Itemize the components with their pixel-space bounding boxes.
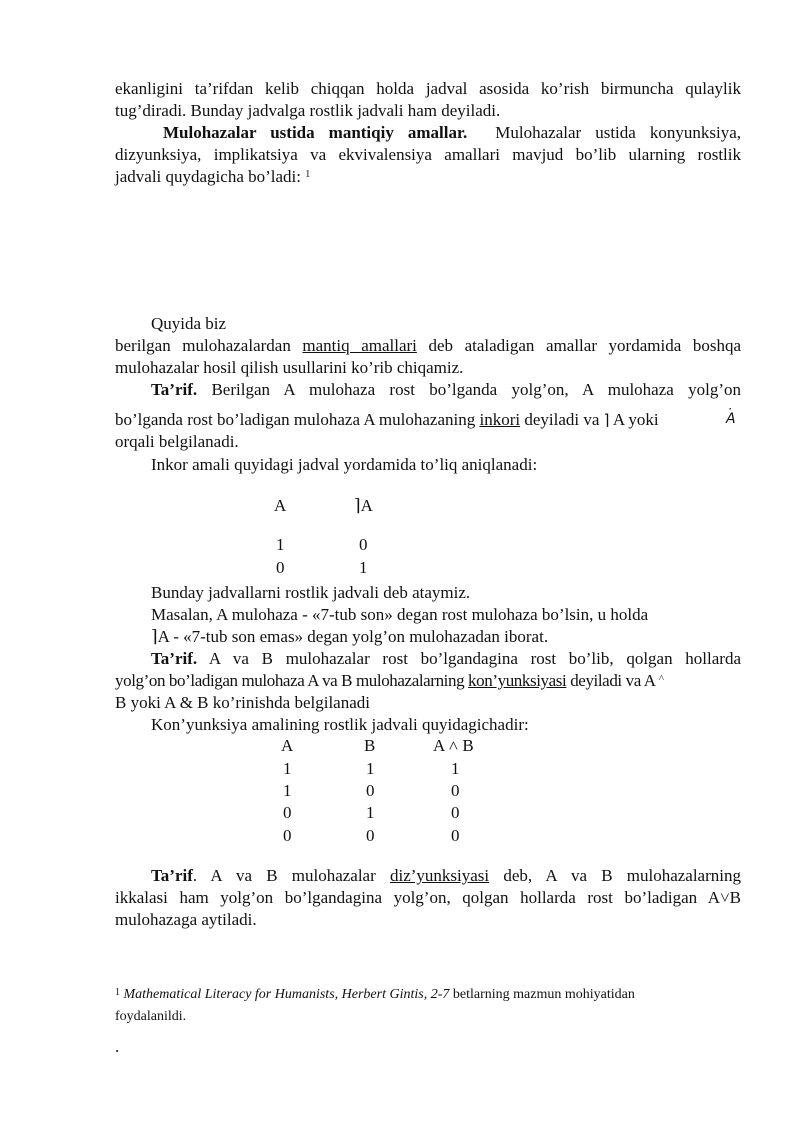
def2-line3: B yoki A & B ko’rinishda belgilanadi (115, 693, 370, 712)
para2-line1 (163, 122, 741, 144)
def3-text-b: deb, A va B mulohazalarning (489, 866, 741, 885)
para2-line3-text: jadvali quydagicha bo’ladi: (115, 167, 301, 186)
inkor-intro: Inkor amali quyidagi jadval yordamida to’liq aniqlanadi: (151, 455, 538, 474)
con-cell: 0 (366, 826, 375, 845)
para3-line2 (115, 335, 741, 357)
after-neg-line3: ⌉A - «7-tub son emas» degan yolg’on mulohazadan iborat. (151, 627, 549, 646)
def3-line2: ikkalasi ham yolg’on bo’lgandagina yolg’on, qolgan hollarda rost bo’ladigan A˅B (115, 888, 741, 907)
con-cell: 0 (451, 781, 460, 800)
con-cell: 0 (366, 781, 375, 800)
con-cell: 0 (283, 826, 292, 845)
link-konyunksiyasi[interactable]: kon’yunksiyasi (468, 671, 567, 690)
neg-cell: 0 (359, 535, 368, 554)
negation-symbol: ⌉ (603, 411, 610, 429)
con-header-ab: A ˄ B (433, 736, 474, 755)
def2-line2 (115, 670, 664, 692)
def2-line1 (151, 648, 741, 670)
bottom-dot: . (115, 1037, 120, 1056)
def2-label: Ta’rif. (151, 649, 198, 668)
def3-text-a: . A va B mulohazalar (192, 866, 390, 885)
para1-line1: ekanligini ta’rifdan kelib chiqqan holda jadval asosida ko’rish birmuncha qulaylik (115, 79, 741, 98)
def1-text-c: A yoki (612, 410, 659, 429)
def1-text-a: bo’lganda rost bo’ladigan mulohaza A mulohazaning (115, 410, 480, 429)
def2-text-b: deyiladi va A (566, 671, 655, 690)
a-bar-letter: · A (726, 408, 736, 430)
neg-header-a: A (274, 496, 287, 515)
para3-text-b: deb ataladigan amallar yordamida boshqa (416, 336, 741, 355)
def3-line1 (151, 865, 741, 887)
def3-line3: mulohazaga aytiladi. (115, 910, 257, 929)
footnote-source: Mathematical Literacy for Humanists, Herbert Gintis, 2-7 (123, 987, 450, 1002)
footnote-line1 (115, 984, 635, 1006)
section-heading: Mulohazalar ustida mantiqiy amallar. (163, 123, 468, 142)
para3-text-a: berilgan mulohazalardan (115, 336, 303, 355)
def2-line4: Kon’yunksiya amalining rostlik jadvali quyidagichadir: (151, 715, 529, 734)
def1-label: Ta’rif. (151, 380, 198, 399)
and-symbol: ˄ (658, 673, 664, 684)
footnote-rest: betlarning mazmun mohiyatidan (449, 987, 635, 1002)
neg-cell: 1 (276, 535, 285, 554)
neg-cell: 1 (359, 558, 368, 577)
con-header-b: B (364, 736, 376, 755)
after-neg-line2: Masalan, A mulohaza - «7-tub son» degan rost mulohaza bo’lsin, u holda (151, 605, 649, 624)
link-inkori[interactable]: inkori (479, 410, 521, 429)
a-bar-symbol (726, 407, 736, 430)
neg-cell: 0 (276, 558, 285, 577)
con-cell: 1 (366, 803, 375, 822)
con-cell: 1 (366, 759, 375, 778)
con-cell: 0 (283, 803, 292, 822)
con-cell: 1 (283, 759, 292, 778)
footnote-ref: 1 (305, 169, 311, 180)
para1-line2: tug’diradi. Bunday jadvalga rostlik jadvali ham deyiladi. (115, 101, 501, 120)
para2-line1-rest: Mulohazalar ustida konyunksiya, (495, 123, 741, 142)
footnote-mark: 1 (115, 987, 120, 998)
con-cell: 0 (451, 803, 460, 822)
def1-line3: orqali belgilanadi. (115, 432, 239, 451)
def1-text-b: deyiladi va (520, 410, 604, 429)
def1-line1 (151, 379, 741, 401)
def2-text-a: yolg’on bo’ladigan mulohaza A va B mulohazalarning (115, 671, 469, 690)
para2-line3 (115, 166, 310, 188)
def1-line1-rest: Berilgan A mulohaza rost bo’lganda yolg’on, A mulohaza yolg’on (211, 380, 742, 399)
def1-line2 (115, 409, 659, 431)
con-cell: 0 (451, 826, 460, 845)
con-header-a: A (281, 736, 294, 755)
para3-line1: Quyida biz (151, 314, 227, 333)
link-mantiq-amallari[interactable]: mantiq amallari (302, 336, 417, 355)
neg-header-nota: ⌉A (354, 496, 373, 515)
def3-label: Ta’rif (151, 866, 193, 885)
con-cell: 1 (451, 759, 460, 778)
after-neg-line1: Bunday jadvallarni rostlik jadvali deb ataymiz. (151, 583, 471, 602)
def2-line1-rest: A va B mulohazalar rost bo’lgandagina rost bo’lib, qolgan hollarda (208, 649, 741, 668)
para2-line2: dizyunksiya, implikatsiya va ekvivalensiya amallari mavjud bo’lib ularning rostlik (115, 145, 741, 164)
para3-line3: mulohazalar hosil qilish usullarini ko’rib chiqamiz. (115, 358, 464, 377)
con-cell: 1 (283, 781, 292, 800)
link-dizyunksiyasi[interactable]: diz’yunksiyasi (389, 866, 490, 885)
footnote-line2: foydalanildi. (115, 1009, 187, 1024)
